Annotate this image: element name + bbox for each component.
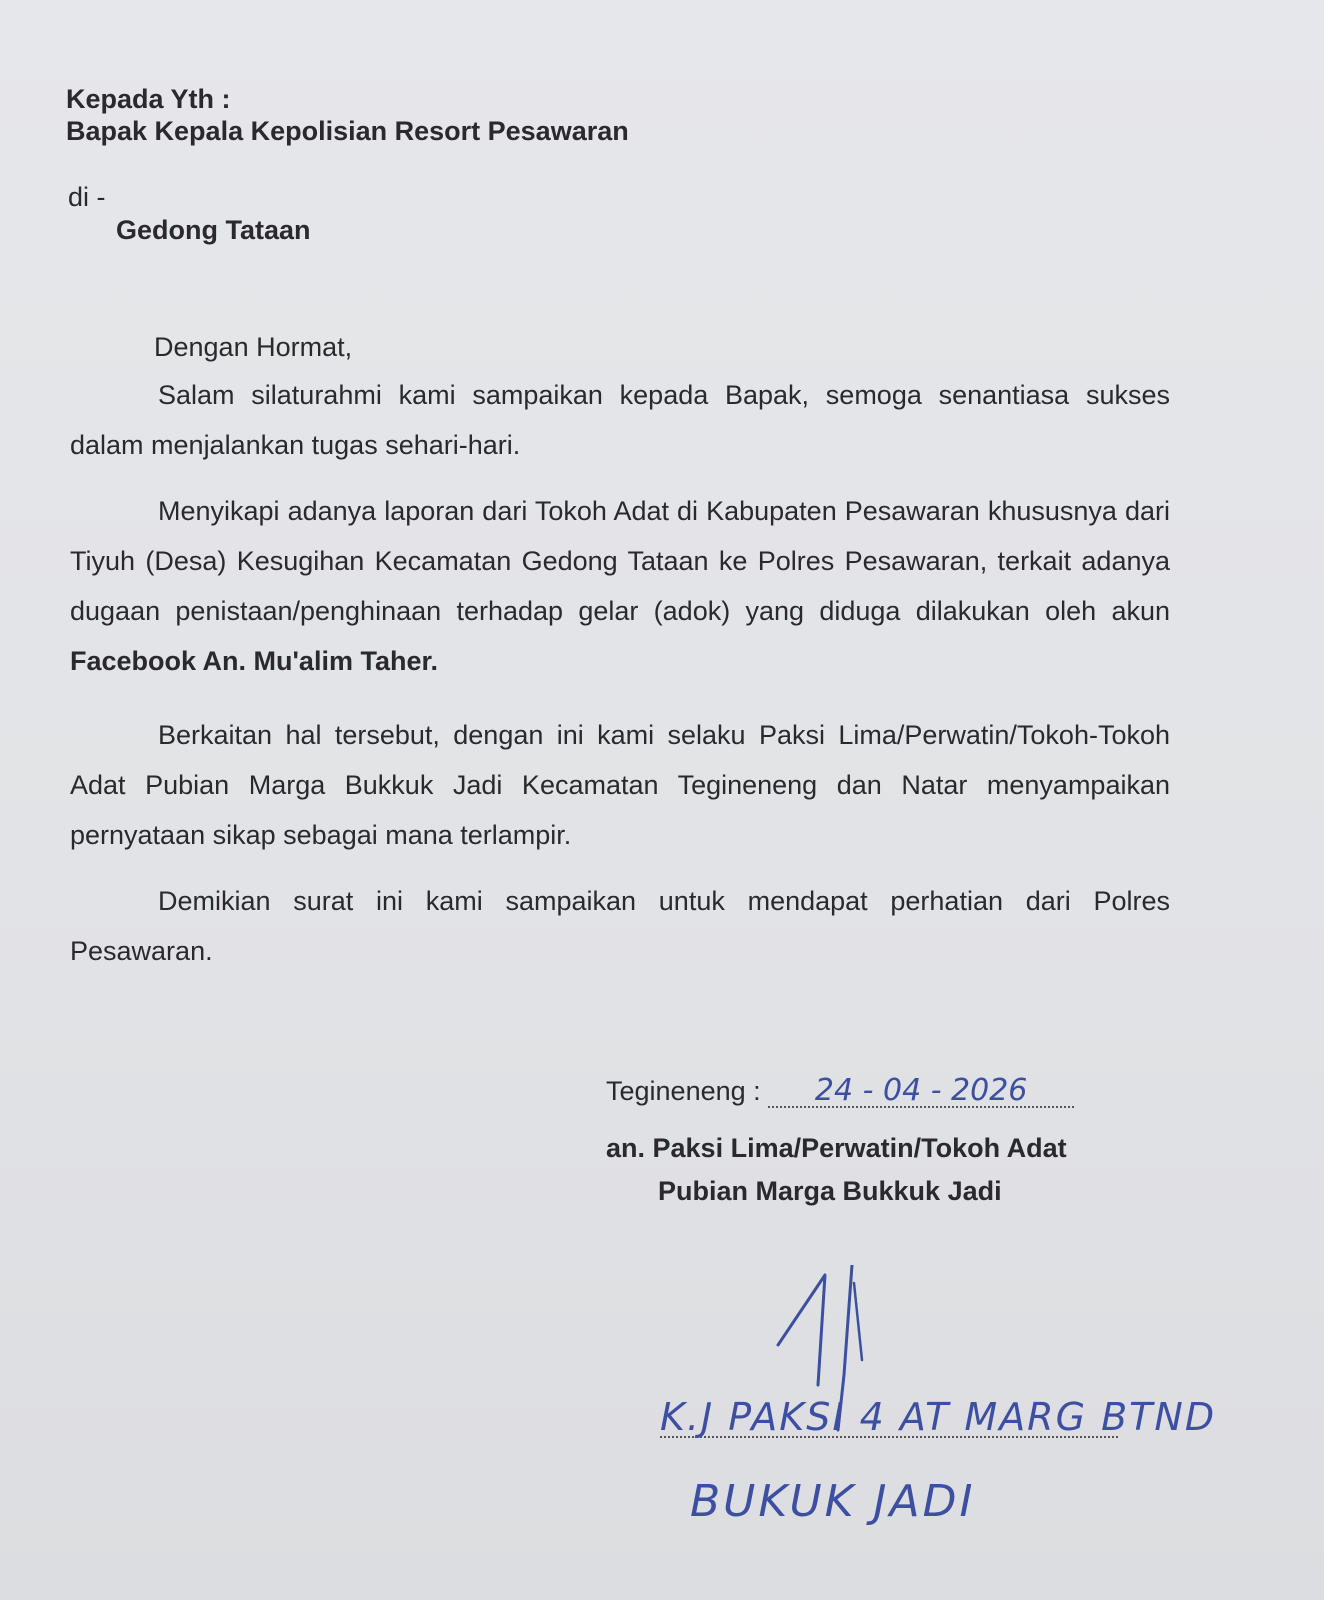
greeting: Dengan Hormat, xyxy=(154,332,353,362)
recipient: Bapak Kepala Kepolisian Resort Pesawaran xyxy=(66,116,629,146)
handwritten-date: 24 - 04 - 2026 xyxy=(814,1073,1028,1108)
signatory-line-1: an. Paksi Lima/Perwatin/Tokoh Adat xyxy=(606,1133,1067,1163)
di-label: di - xyxy=(68,182,106,212)
signatory-line-2: Pubian Marga Bukkuk Jadi xyxy=(658,1176,1002,1206)
date-field xyxy=(768,1073,1074,1108)
paragraph-2-text xyxy=(70,486,1170,686)
handwritten-name-line-1: K.J PAKSI 4 AT MARG BTND xyxy=(660,1395,1217,1439)
paragraph-1 xyxy=(70,370,1170,470)
handwritten-name-line-2: BUKUK JADI xyxy=(690,1476,976,1527)
paragraph-2-plain: Menyikapi adanya laporan dari Tokoh Adat di Kabupaten Pesawaran khususnya dari Tiyuh (Desa) Kesugihan Kecamatan Gedong Tataan ke Polres Pesawaran, terkait adanya dugaan penistaan/penghinaan terhadap gelar (adok) yang diduga dilakukan oleh akun xyxy=(70,496,1170,626)
facebook-account: Facebook An. Mu'alim Taher. xyxy=(70,646,438,676)
paragraph-2 xyxy=(70,486,1170,686)
handwritten-name-field xyxy=(660,1395,1217,1439)
paragraph-4 xyxy=(70,876,1170,976)
paragraph-3 xyxy=(70,710,1170,860)
place-label: Tegineneng : xyxy=(606,1076,761,1106)
place-date xyxy=(606,1073,1074,1108)
paragraph-1-text: Salam silaturahmi kami sampaikan kepada Bapak, semoga senantiasa sukses dalam menjalankan tugas sehari-hari. xyxy=(70,380,1170,460)
recipient-location: Gedong Tataan xyxy=(116,215,311,245)
paragraph-3-text: Berkaitan hal tersebut, dengan ini kami selaku Paksi Lima/Perwatin/Tokoh-Tokoh Adat Pubian Marga Bukkuk Jadi Kecamatan Tegineneng dan Natar menyampaikan pernyataan sikap sebagai mana terlampir. xyxy=(70,720,1170,850)
paragraph-4-text: Demikian surat ini kami sampaikan untuk mendapat perhatian dari Polres Pesawaran. xyxy=(70,886,1170,966)
salutation: Kepada Yth : xyxy=(66,84,231,114)
